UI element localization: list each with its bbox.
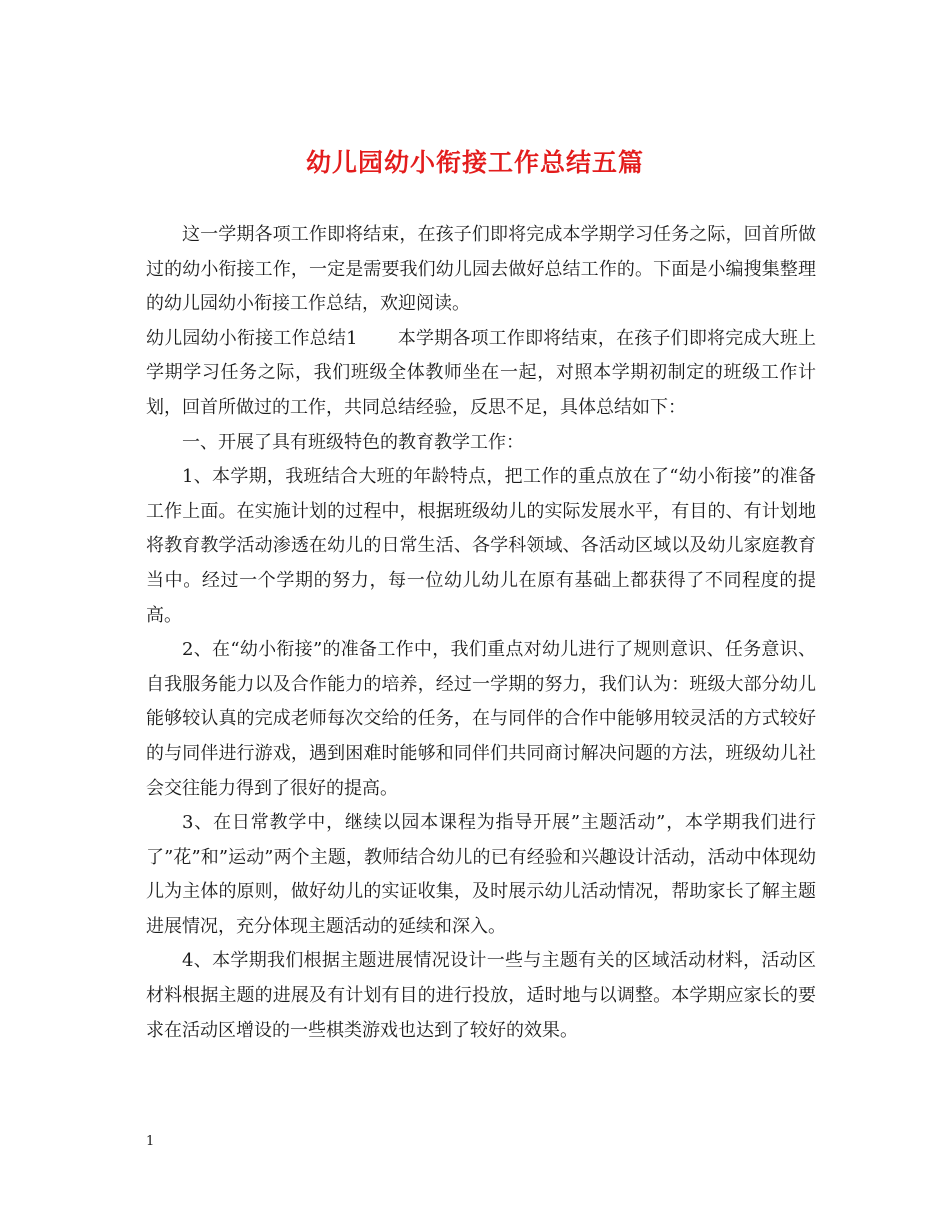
paragraph-1: 1、本学期，我班结合大班的年龄特点，把工作的重点放在了“幼小衔接”的准备工作上面。在实施计划的过程中，根据班级幼儿的实际发展水平，有目的、有计划地将教育教学活动渗透在幼儿的日常生活、各学科领域、各活动区域以及幼儿家庭教育当中。经过一个学期的努力，每一位幼儿幼儿在原有基础上都获得了不同程度的提高。	[146, 466, 816, 626]
paragraph-4: 4、本学期我们根据主题进展情况设计一些与主题有关的区域活动材料，活动区材料根据主题的进展及有计划有目的进行投放，适时地与以调整。本学期应家长的要求在活动区增设的一些棋类游戏也达到了较好的效果。	[146, 950, 816, 1041]
section-1-rest: 班上学期学习任务之际，我们班级全体教师坐在一起，对照本学期初制定的班级工作计划，回首所做过的工作，共同总结经验，反思不足，具体总结如下：	[146, 327, 817, 418]
document-body	[146, 218, 816, 1048]
intro-paragraph: 这一学期各项工作即将结束，在孩子们即将完成本学期学习任务之际，回首所做过的幼小衔接工作，一定是需要我们幼儿园去做好总结工作的。下面是小编搜集整理的幼儿园幼小衔接工作总结，欢迎阅读。	[146, 224, 816, 315]
point-heading: 一、开展了具有班级特色的教育教学工作：	[182, 431, 524, 453]
section-1-heading: 幼儿园幼小衔接工作总结1	[146, 327, 358, 349]
section-1-lead: 本学期各项工作即将结束，在孩子们即将完成大	[397, 327, 780, 349]
document-title: 幼儿园幼小衔接工作总结五篇	[305, 148, 644, 177]
page-number: 1	[146, 1134, 155, 1149]
paragraph-3: 3、在日常教学中，继续以园本课程为指导开展”主题活动”，本学期我们进行了”花”和”运动”两个主题，教师结合幼儿的已有经验和兴趣设计活动，活动中体现幼儿为主体的原则，做好幼儿的实证收集，及时展示幼儿活动情况，帮助家长了解主题进展情况，充分体现主题活动的延续和深入。	[146, 812, 816, 937]
paragraph-2: 2、在“幼小衔接”的准备工作中，我们重点对幼儿进行了规则意识、任务意识、自我服务能力以及合作能力的培养，经过一学期的努力，我们认为：班级大部分幼儿能够较认真的完成老师每次交给的任务，在与同伴的合作中能够用较灵活的方式较好的与同伴进行游戏，遇到困难时能够和同伴们共同商讨解决问题的方法，班级幼儿社会交往能力得到了很好的提高。	[146, 639, 816, 799]
section-1-paragraph	[146, 322, 816, 426]
